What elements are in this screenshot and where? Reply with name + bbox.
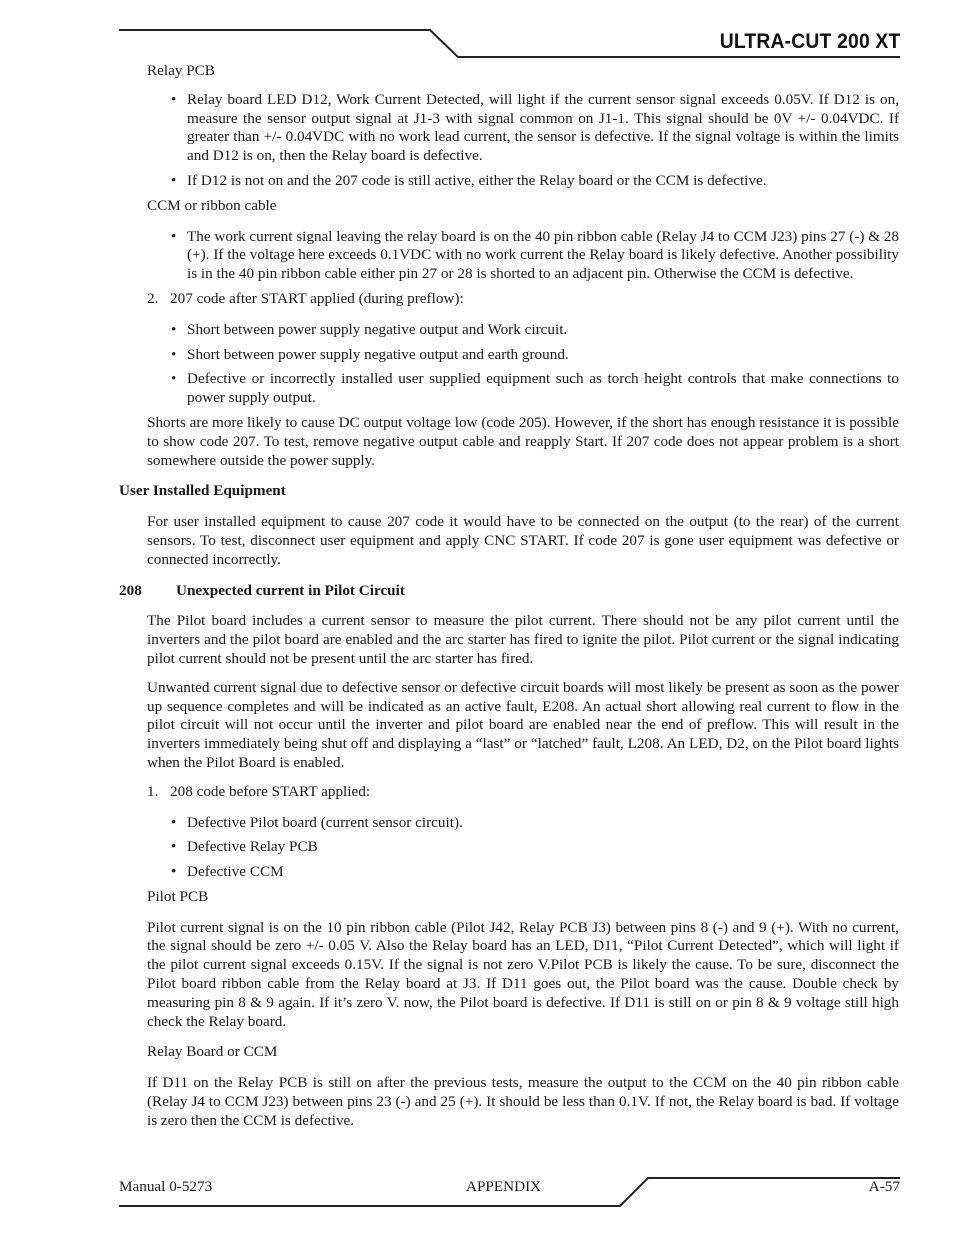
item-text: 208 code before START applied: <box>170 782 371 800</box>
section-number: 208 <box>119 581 142 599</box>
paragraph: Shorts are more likely to cause DC output voltage low (code 205). However, if the short has enough resistance it is possible to show code 207. To test, remove negative output cable and reapply Start. If 207 code does not appear problem is a short somewhere outside the power supply. <box>147 413 899 469</box>
subheading-relay-or-ccm: Relay Board or CCM <box>147 1043 278 1061</box>
paragraph: For user installed equipment to cause 207 code it would have to be connected on the output (to the rear) of the current sensors. To test, disconnect user equipment and apply CNC START. If code 207 is gone user equipment was defective or connected incorrectly. <box>147 513 899 568</box>
item-number: 1. <box>147 782 159 800</box>
numbered-item <box>147 290 899 309</box>
paragraph: Unwanted current signal due to defective sensor or defective circuit boards will most likely be present as soon as the power up sequence completes and will be indicated as an active fault, E208. An actual short allowing real current to flow in the pilot circuit will not occur until the inverter and pilot board are enabled near the end of preflow. This will result in the inverters immediately being shut off and displaying a “last” or “latched” fault, L208. An LED, D2, on the Pilot board lights when the Pilot Board is enabled. <box>147 678 899 771</box>
paragraph: If D11 on the Relay PCB is still on after the previous tests, measure the output to the CCM on the 40 pin ribbon cable (Relay J4 to CCM J23) between pins 23 (-) and 25 (+). It should be less than 0.1V. If not, the Relay board is bad. If voltage is zero then the CCM is defective. <box>147 1074 899 1129</box>
section-heading-208 <box>119 582 899 601</box>
page-body <box>119 62 899 1131</box>
subheading-ccm-ribbon: CCM or ribbon cable <box>147 196 277 214</box>
list-item: • Defective CCM <box>171 863 899 882</box>
product-title: ULTRA-CUT 200 XT <box>719 30 900 53</box>
list-item: • Short between power supply negative output and Work circuit. <box>171 321 899 340</box>
paragraph: Pilot current signal is on the 10 pin ribbon cable (Pilot J42, Relay PCB J3) between pins 8 (-) and 9 (+). With no current, the signal should be zero +/- 0.05 V. Also the Relay board has an LED, D11, “Pilot Current Detected”, which will light if the pilot current signal exceeds 0.15V. If the signal is not zero V.Pilot PCB is likely the cause. To be sure, disconnect the Pilot board ribbon cable from the Relay board at J3. If D11 goes out, the Pilot board was the cause. Double check by measuring pin 8 & 9 again. If it’s zero V. now, the Pilot board is defective. If D11 is still on or pin 8 & 9 voltage still high check the Relay board. <box>147 918 899 1030</box>
list-item: • The work current signal leaving the relay board is on the 40 pin ribbon cable (Relay J4 to CCM J23) pins 27 (-) & 28 (+). If the voltage here exceeds 0.1VDC with no work current the Relay board is likely defective. Another possibility is in the 40 pin ribbon cable either pin 27 or 28 is shorted to an adjacent pin. Otherwise the CCM is defective. <box>171 228 899 284</box>
item-text: 207 code after START applied (during preflow): <box>170 289 464 307</box>
subheading-pilot-pcb: Pilot PCB <box>147 887 209 905</box>
list-item: • Short between power supply negative output and earth ground. <box>171 346 899 365</box>
item-number: 2. <box>147 289 159 307</box>
bullet-list <box>171 228 899 284</box>
bullet-list <box>171 91 899 191</box>
bullet-list <box>171 321 899 408</box>
page-number: A-57 <box>868 1178 900 1195</box>
section-title: Unexpected current in Pilot Circuit <box>176 581 405 599</box>
list-item: • Relay board LED D12, Work Current Detected, will light if the current sensor signal exceeds 0.05V. If D12 is on, measure the sensor output signal at J1-3 with signal common on J1-1. This signal should be 0V +/- 0.04VDC. If greater than +/- 0.04VDC with no work lead current, the sensor is defective. If the signal voltage is within the limits and D12 is on, then the Relay board is defective. <box>171 91 899 166</box>
section-heading: User Installed Equipment <box>119 482 286 500</box>
paragraph: The Pilot board includes a current sensor to measure the pilot current. There should not be any pilot current until the inverters and the pilot board are enabled and the arc starter has fired to ignite the pilot. Pilot current or the signal indicating pilot current should not be present until the arc starter has fired. <box>147 612 899 667</box>
manual-number: Manual 0-5273 <box>119 1178 213 1195</box>
list-item: • Defective Relay PCB <box>171 838 899 857</box>
section-name: APPENDIX <box>466 1178 542 1195</box>
list-item: • If D12 is not on and the 207 code is still active, either the Relay board or the CCM is defective. <box>171 172 899 191</box>
numbered-item <box>147 783 899 802</box>
bullet-list <box>171 814 899 882</box>
subheading-relay-pcb: Relay PCB <box>147 62 215 79</box>
list-item: • Defective Pilot board (current sensor circuit). <box>171 814 899 833</box>
list-item: • Defective or incorrectly installed user supplied equipment such as torch height controls that make connections to power supply output. <box>171 370 899 408</box>
